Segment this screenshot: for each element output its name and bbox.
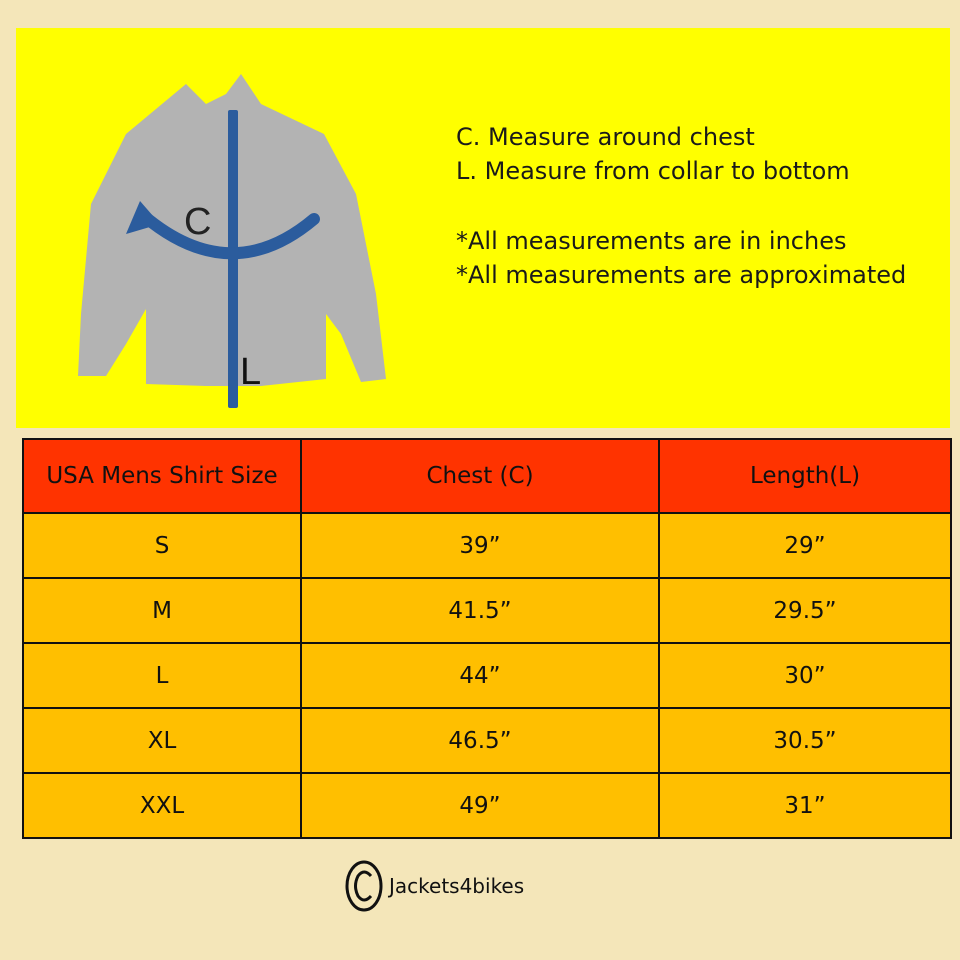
length-cell: 30.5” [659,708,951,773]
length-column-header: Length(L) [659,439,951,513]
size-column-header: USA Mens Shirt Size [23,439,301,513]
chest-cell: 46.5” [301,708,659,773]
chest-column-header: Chest (C) [301,439,659,513]
table-header-row [23,439,951,513]
jacket-diagram [56,64,416,424]
diagram-panel [16,28,950,428]
size-cell: M [23,578,301,643]
measurement-instructions [456,120,906,292]
chest-instruction: C. Measure around chest [456,123,755,151]
chest-marker: C [184,201,212,243]
table-row [23,773,951,838]
size-cell: XL [23,708,301,773]
size-cell: S [23,513,301,578]
chest-cell: 39” [301,513,659,578]
table-row [23,513,951,578]
size-chart-table [22,438,952,839]
spacer [456,188,906,224]
table-row [23,708,951,773]
units-note: *All measurements are in inches [456,227,847,255]
size-cell: L [23,643,301,708]
length-cell: 30” [659,643,951,708]
chest-cell: 49” [301,773,659,838]
length-cell: 29” [659,513,951,578]
length-cell: 31” [659,773,951,838]
chest-cell: 44” [301,643,659,708]
chest-cell: 41.5” [301,578,659,643]
table-row [23,578,951,643]
copyright-icon [345,860,383,912]
approximation-note: *All measurements are approximated [456,261,907,289]
size-cell: XXL [23,773,301,838]
brand-name: Jackets4bikes [389,874,525,898]
length-cell: 29.5” [659,578,951,643]
table-row [23,643,951,708]
length-marker: L [240,351,262,393]
brand-footer [345,860,524,912]
length-instruction: L. Measure from collar to bottom [456,157,850,185]
